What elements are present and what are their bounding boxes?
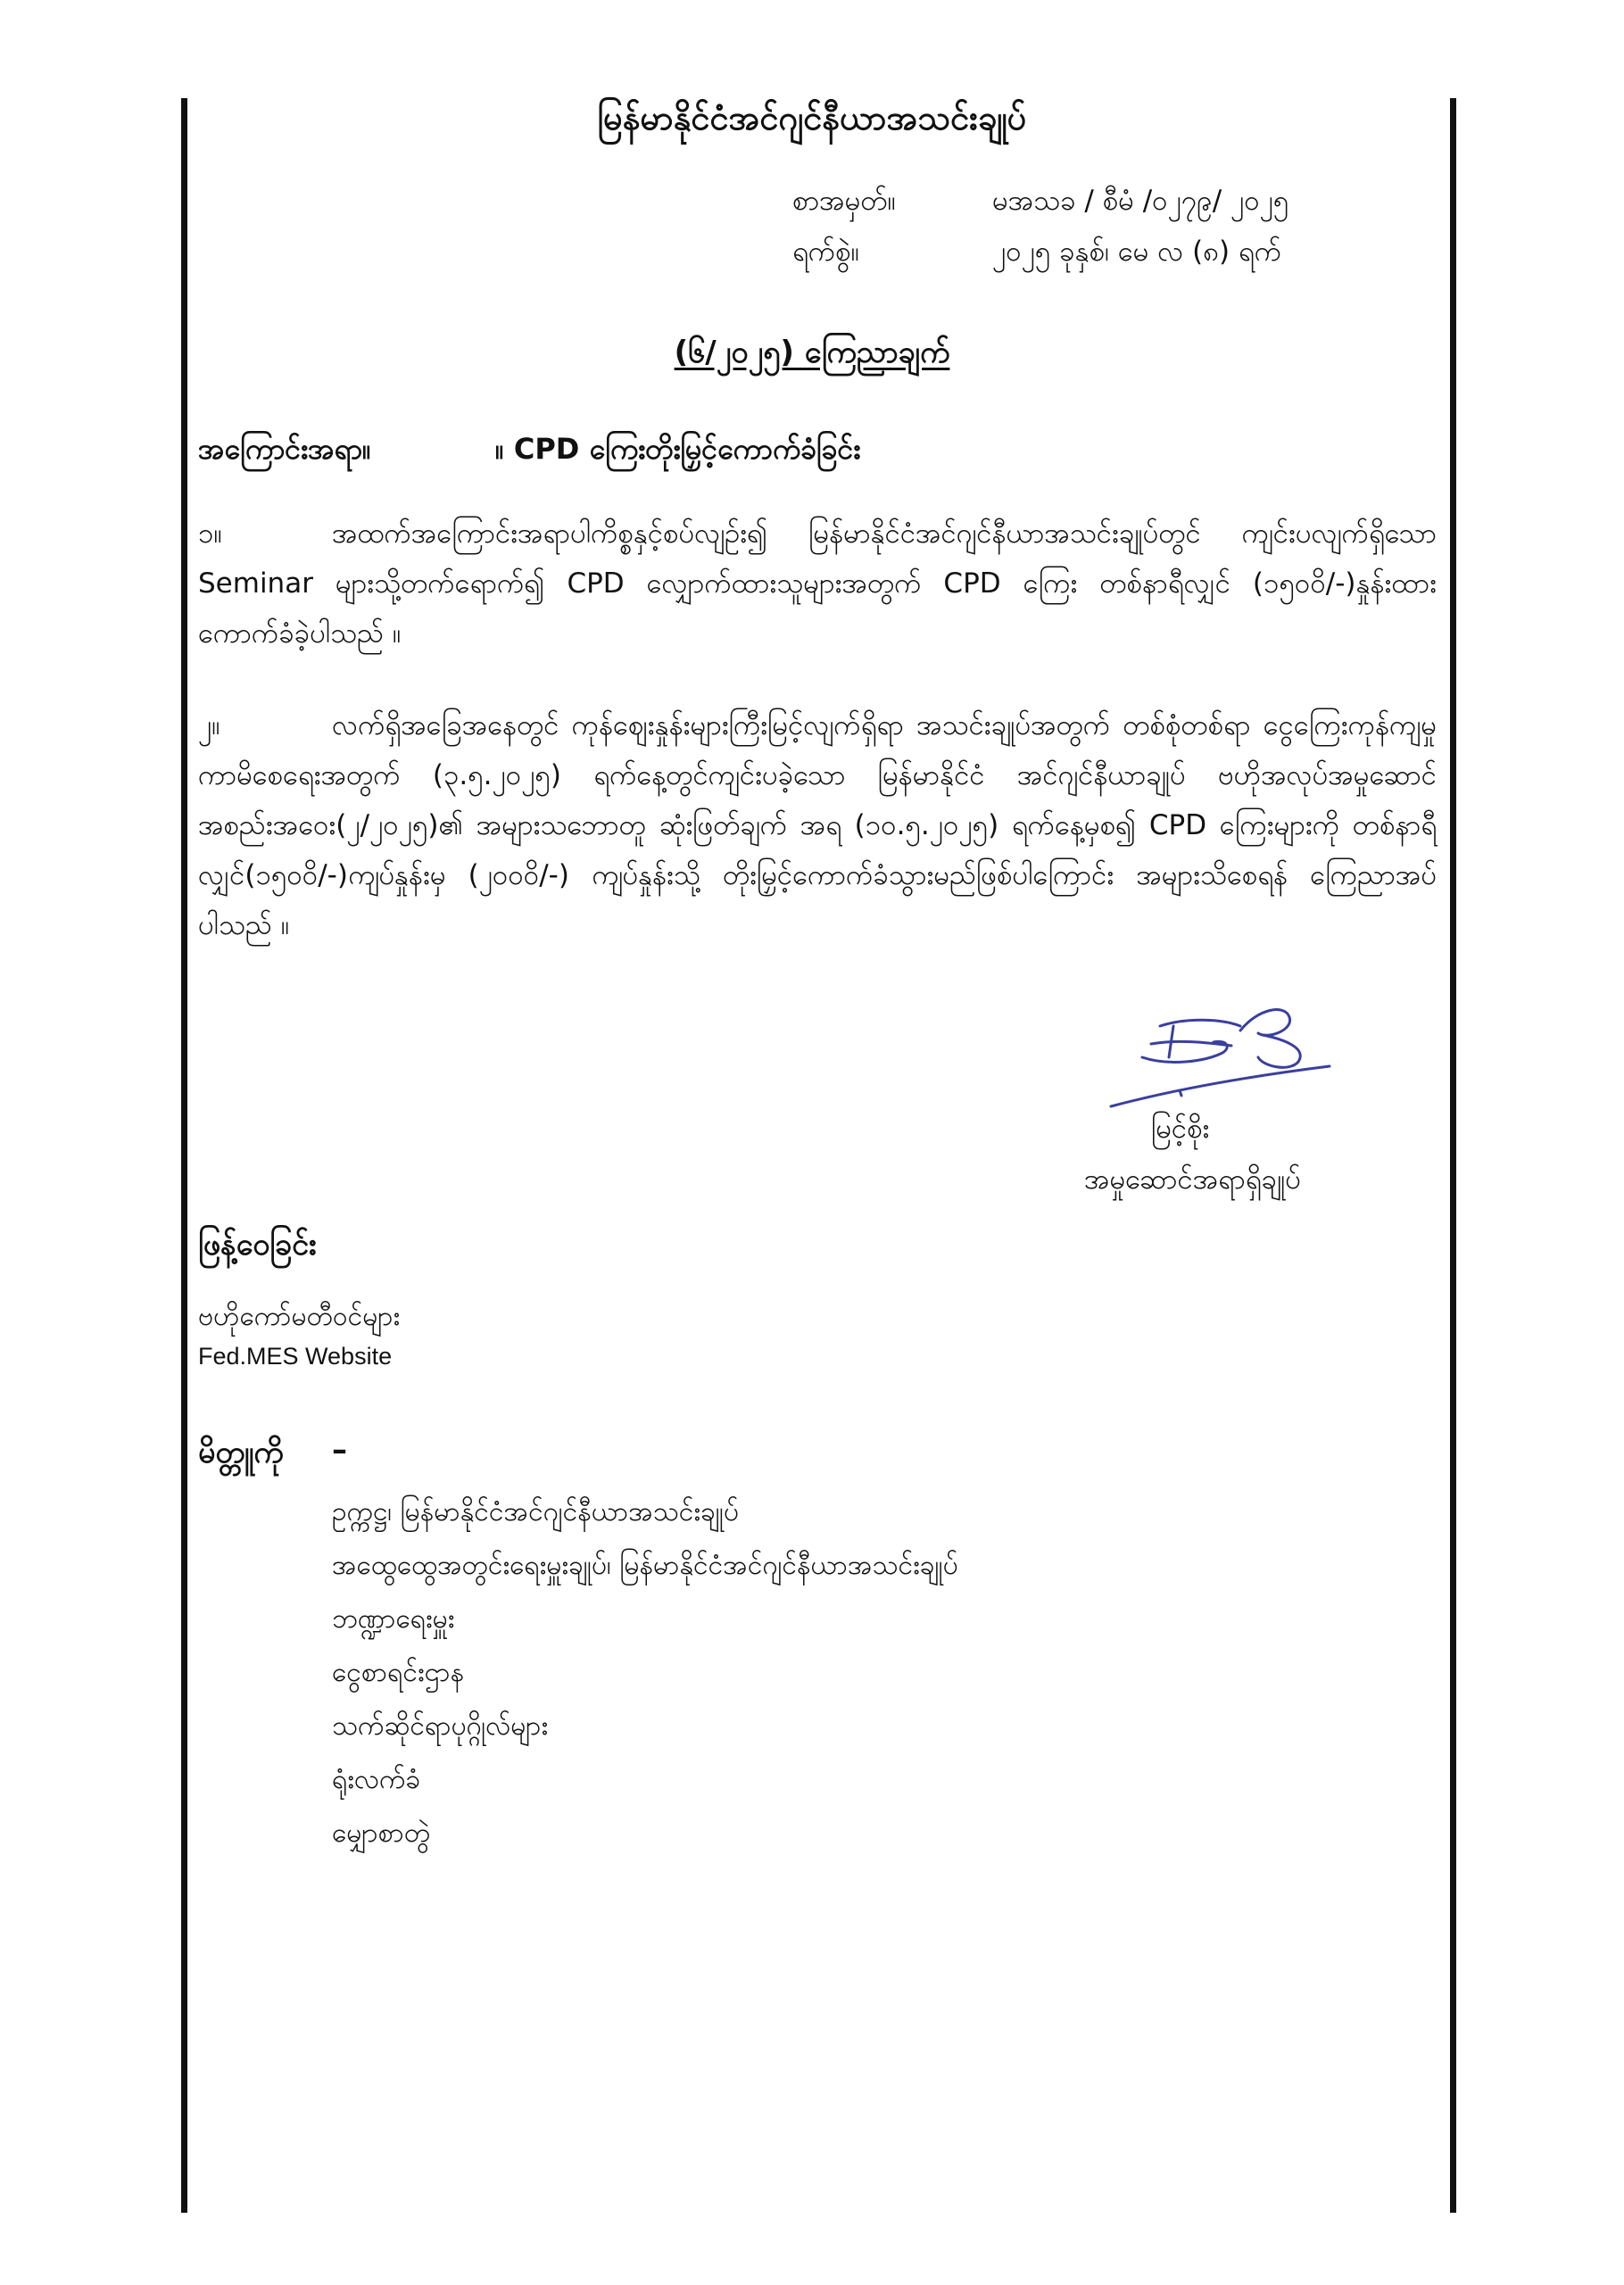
signature-image bbox=[1106, 990, 1356, 1111]
subject-label: အကြောင်းအရာ။ bbox=[198, 432, 371, 466]
paragraph-text: အထက်အကြောင်းအရာပါကိစ္စနှင့်စပ်လျဉ်း၍ မြန်မာနိုင်ငံအင်ဂျင်နီယာအသင်းချုပ်တွင် ကျင်းပလျက်ရှိသော Seminar များသို့တက်ရောက်၍ CPD လျှောက်ထားသူများအတွက် CPD ကြေး တစ်နာရီလျှင် (၁၅၀၀ိ/-)နှုန်းထားကောက်ခံခဲ့ပါသည် ။ bbox=[198, 517, 1437, 650]
copy-recipient: ဘဏ္ဍာရေးမှူး bbox=[332, 1603, 455, 1635]
date-value: ၂၀၂၅ ခုနှစ်၊ မေ လ (၈) ရက် bbox=[992, 236, 1282, 268]
copies-dash: – bbox=[332, 1432, 347, 1468]
reference-number-label: စာအမှတ်။ bbox=[792, 185, 896, 217]
paragraph-number: ၁။ bbox=[198, 517, 222, 550]
distribution-item: ဗဟိုကော်မတီဝင်များ bbox=[198, 1301, 401, 1332]
distribution-heading: ဖြန့်ဝေခြင်း bbox=[198, 1227, 317, 1263]
organization-title: မြန်မာနိုင်ငံအင်ဂျင်နီယာအသင်းချုပ် bbox=[597, 98, 1027, 137]
paragraph-2 bbox=[198, 700, 1437, 950]
notice-title: (၆/၂၀၂၅) ကြေညာချက် bbox=[674, 335, 950, 370]
copy-recipient: ငွေစာရင်းဌာန bbox=[332, 1657, 465, 1688]
paragraph-1 bbox=[198, 509, 1437, 658]
copy-recipient: ရုံးလက်ခံ bbox=[332, 1764, 421, 1795]
copy-recipient: မျှောစာတွဲ bbox=[332, 1817, 431, 1849]
left-margin-rule bbox=[181, 98, 187, 2213]
date-label: ရက်စွဲ။ bbox=[792, 236, 859, 268]
paragraph-text: လက်ရှိအခြေအနေတွင် ကုန်ဈေးနှုန်းများကြီးမြင့်လျက်ရှိရာ အသင်းချုပ်အတွက် တစ်စုံတစ်ရာ ငွေကြေးကုန်ကျမှု ကာမိစေရေးအတွက် (၃.၅.၂၀၂၅) ရက်နေ့တွင်ကျင်းပခဲ့သော မြန်မာနိုင်ငံ အင်ဂျင်နီယာချုပ် ဗဟိုအလုပ်အမှုဆောင်အစည်းအဝေး(၂/၂၀၂၅)၏ အများသဘောတူ ဆုံးဖြတ်ချက် အရ (၁၀.၅.၂၀၂၅) ရက်နေ့မှစ၍ CPD ကြေးများကို တစ်နာရီလျှင်(၁၅၀၀ိ/-)ကျပ်နှုန်းမှ (၂၀၀၀ိ/-) ကျပ်နှုန်းသို့ တိုးမြှင့်ကောက်ခံသွားမည်ဖြစ်ပါကြောင်း အများသိစေရန် ကြေညာအပ်ပါသည် ။ bbox=[198, 709, 1437, 941]
copies-heading: မိတ္တူကို bbox=[198, 1435, 284, 1470]
signer-name: မြင့်စိုး bbox=[1151, 1113, 1210, 1145]
copies-list bbox=[332, 1486, 958, 1860]
signer-title: အမှုဆောင်အရာရှိချုပ် bbox=[1084, 1163, 1301, 1196]
right-margin-rule bbox=[1450, 98, 1456, 2213]
copy-recipient: အထွေထွေအတွင်းရေးမှူးချုပ်၊ မြန်မာနိုင်ငံအင်ဂျင်နီယာအသင်းချုပ် bbox=[332, 1550, 958, 1581]
reference-number-value: မအသခ / စီမံ /၀၂၇၉/ ၂၀၂၅ bbox=[992, 185, 1289, 217]
copy-recipient: သက်ဆိုင်ရာပုဂ္ဂိုလ်များ bbox=[332, 1710, 549, 1742]
subject-value: ။ CPD ကြေးတိုးမြှင့်ကောက်ခံခြင်း bbox=[495, 432, 861, 466]
paragraph-number: ၂။ bbox=[198, 709, 220, 741]
distribution-item: Fed.MES Website bbox=[198, 1343, 393, 1370]
copy-recipient: ဥက္ကဋ္ဌ၊ မြန်မာနိုင်ငံအင်ဂျင်နီယာအသင်းချုပ် bbox=[332, 1496, 740, 1527]
